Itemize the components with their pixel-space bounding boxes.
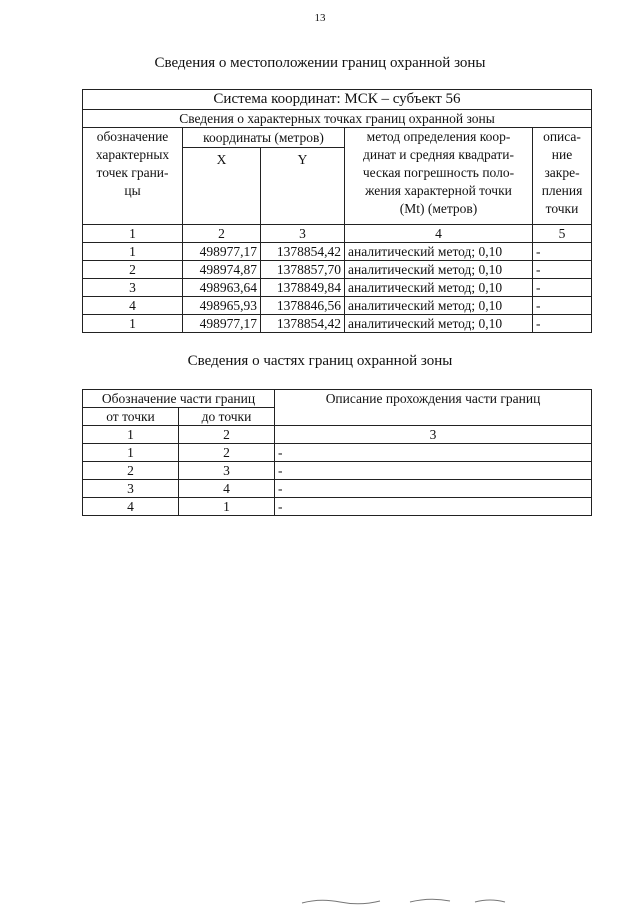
col-number: 2 bbox=[179, 426, 275, 444]
column-number-row bbox=[83, 426, 592, 444]
boundary-points-table bbox=[82, 89, 592, 333]
method-cell: аналитический метод; 0,10 bbox=[345, 243, 533, 261]
to-point: 3 bbox=[179, 462, 275, 480]
col-number: 4 bbox=[345, 225, 533, 243]
table-row bbox=[83, 315, 592, 333]
to-point: 2 bbox=[179, 444, 275, 462]
table-row bbox=[83, 261, 592, 279]
header-to-point: до точки bbox=[179, 408, 275, 426]
point-number: 4 bbox=[83, 297, 183, 315]
col-number: 5 bbox=[533, 225, 592, 243]
to-point: 4 bbox=[179, 480, 275, 498]
point-number: 2 bbox=[83, 261, 183, 279]
header-coordinates: координаты (метров) bbox=[183, 128, 345, 148]
section-title-boundary-location: Сведения о местоположении границ охранной зоны bbox=[154, 55, 486, 71]
table-row bbox=[83, 279, 592, 297]
col-number: 1 bbox=[83, 225, 183, 243]
table-row bbox=[83, 243, 592, 261]
fixing-cell: - bbox=[533, 279, 592, 297]
table-row bbox=[83, 297, 592, 315]
section-title-boundary-parts: Сведения о частях границ охранной зоны bbox=[187, 353, 453, 369]
table-row bbox=[83, 462, 592, 480]
y-coordinate: 1378846,56 bbox=[261, 297, 345, 315]
method-cell: аналитический метод; 0,10 bbox=[345, 315, 533, 333]
fixing-cell: - bbox=[533, 297, 592, 315]
x-coordinate: 498963,64 bbox=[183, 279, 261, 297]
part-description: - bbox=[275, 480, 592, 498]
column-number-row bbox=[83, 225, 592, 243]
x-coordinate: 498977,17 bbox=[183, 243, 261, 261]
method-cell: аналитический метод; 0,10 bbox=[345, 297, 533, 315]
y-coordinate: 1378849,84 bbox=[261, 279, 345, 297]
from-point: 3 bbox=[83, 480, 179, 498]
coordinate-system-cell: Система координат: МСК – субъект 56 bbox=[83, 90, 592, 110]
part-description: - bbox=[275, 444, 592, 462]
header-from-point: от точки bbox=[83, 408, 179, 426]
fixing-cell: - bbox=[533, 243, 592, 261]
point-number: 3 bbox=[83, 279, 183, 297]
part-description: - bbox=[275, 462, 592, 480]
fixing-cell: - bbox=[533, 261, 592, 279]
header-point-designation: обозначение характерных точек грани- цы bbox=[83, 128, 183, 225]
col-number: 2 bbox=[183, 225, 261, 243]
to-point: 1 bbox=[179, 498, 275, 516]
from-point: 4 bbox=[83, 498, 179, 516]
header-point-fixing: описа- ние закре- пления точки bbox=[533, 128, 592, 225]
from-point: 1 bbox=[83, 444, 179, 462]
header-part-designation: Обозначение части границ bbox=[83, 390, 275, 408]
point-number: 1 bbox=[83, 315, 183, 333]
table-row bbox=[83, 444, 592, 462]
page-number: 13 bbox=[314, 12, 326, 24]
point-number: 1 bbox=[83, 243, 183, 261]
fixing-cell: - bbox=[533, 315, 592, 333]
part-description: - bbox=[275, 498, 592, 516]
boundary-parts-table bbox=[82, 389, 592, 516]
header-method: метод определения коор- динат и средняя квадрати- ческая погрешность поло- жения характерной точки (Mt) (метров) bbox=[345, 128, 533, 225]
y-coordinate: 1378854,42 bbox=[261, 315, 345, 333]
table-row bbox=[83, 480, 592, 498]
header-part-description: Описание прохождения части границ bbox=[275, 390, 592, 426]
col-number: 1 bbox=[83, 426, 179, 444]
y-coordinate: 1378854,42 bbox=[261, 243, 345, 261]
points-table-title: Сведения о характерных точках границ охранной зоны bbox=[83, 110, 592, 128]
col-number: 3 bbox=[261, 225, 345, 243]
footer-scan-artifact bbox=[300, 896, 540, 905]
method-cell: аналитический метод; 0,10 bbox=[345, 279, 533, 297]
from-point: 2 bbox=[83, 462, 179, 480]
x-coordinate: 498965,93 bbox=[183, 297, 261, 315]
x-coordinate: 498974,87 bbox=[183, 261, 261, 279]
x-coordinate: 498977,17 bbox=[183, 315, 261, 333]
header-x: X bbox=[183, 148, 261, 225]
col-number: 3 bbox=[275, 426, 592, 444]
table-row bbox=[83, 498, 592, 516]
y-coordinate: 1378857,70 bbox=[261, 261, 345, 279]
method-cell: аналитический метод; 0,10 bbox=[345, 261, 533, 279]
header-y: Y bbox=[261, 148, 345, 225]
